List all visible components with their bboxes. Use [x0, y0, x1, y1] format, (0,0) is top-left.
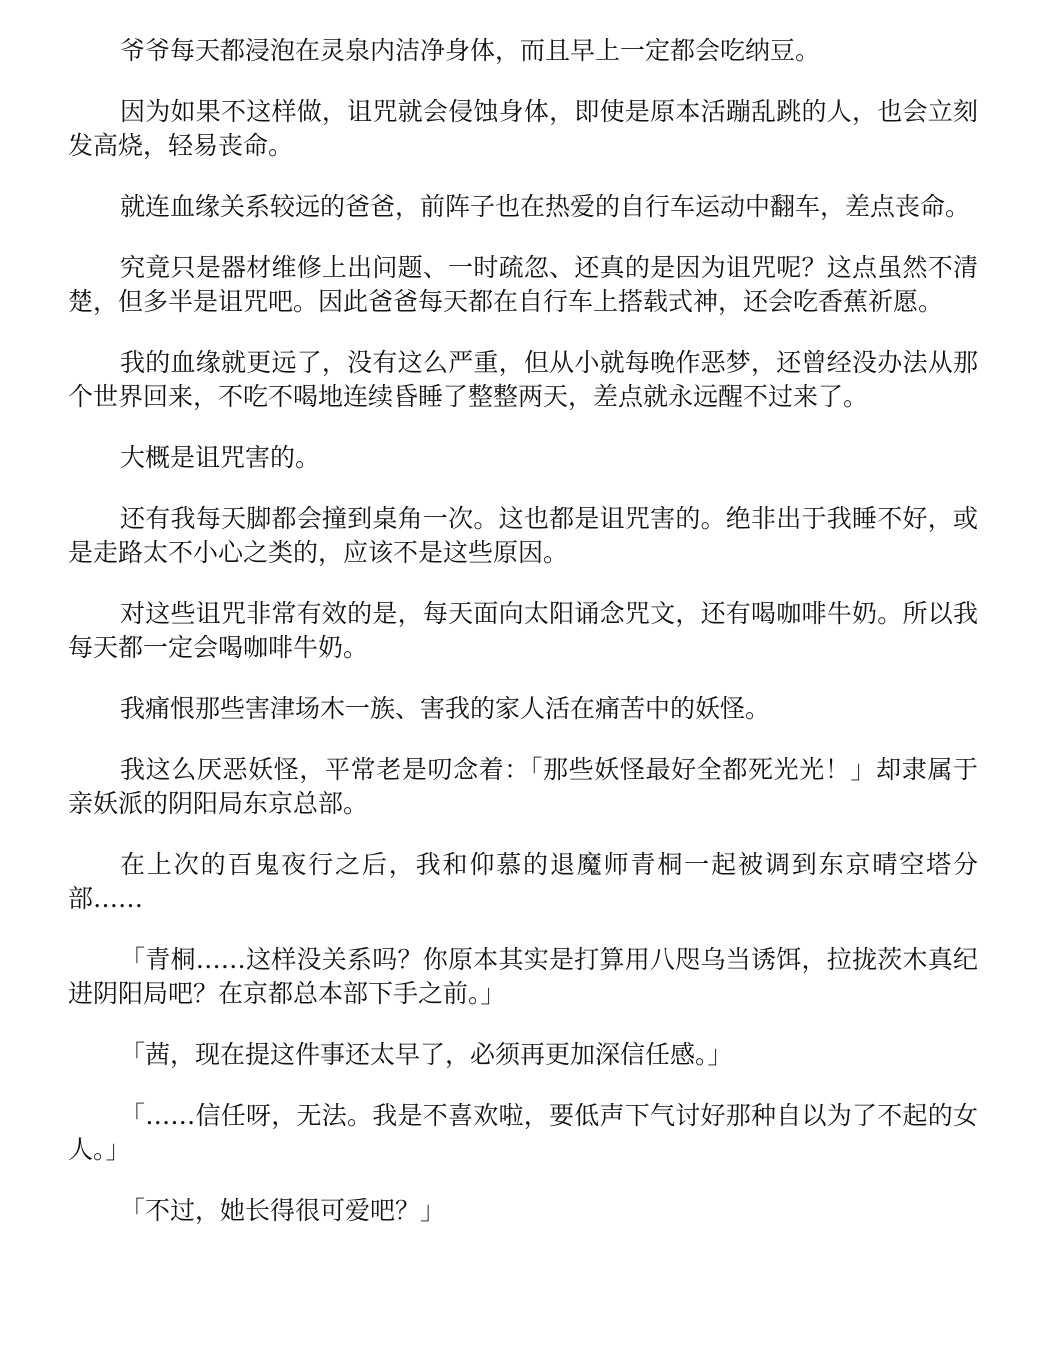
document-page	[68, 34, 978, 1255]
paragraph-4: 究竟只是器材维修上出问题、一时疏忽、还真的是因为诅咒呢？这点虽然不清楚，但多半是诅咒吧。因此爸爸每天都在自行车上搭载式神，还会吃香蕉祈愿。	[68, 253, 978, 316]
dialogue-line: 「青桐……这样没关系吗？你原本其实是打算用八咫乌当诱饵，拉拢茨木真纪进阴阳局吧？在京都总本部下手之前。」	[68, 945, 978, 1008]
paragraph-10: 我这么厌恶妖怪，平常老是叨念着：「那些妖怪最好全都死光光！」却隶属于亲妖派的阴阳局东京总部。	[68, 755, 978, 818]
dialogue-line: 「……信任呀，无法。我是不喜欢啦，要低声下气讨好那种自以为了不起的女人。」	[68, 1101, 978, 1164]
paragraph-1: 爷爷每天都浸泡在灵泉内洁净身体，而且早上一定都会吃纳豆。	[120, 36, 821, 65]
paragraph-9: 我痛恨那些害津场木一族、害我的家人活在痛苦中的妖怪。	[120, 694, 771, 723]
paragraph-11: 在上次的百鬼夜行之后，我和仰慕的退魔师青桐一起被调到东京晴空塔分部……	[68, 850, 978, 913]
dialogue-line: 「不过，她长得很可爱吧？」	[120, 1196, 446, 1225]
paragraph-6: 大概是诅咒害的。	[120, 443, 321, 472]
paragraph-3: 就连血缘关系较远的爸爸，前阵子也在热爱的自行车运动中翻车，差点丧命。	[120, 192, 971, 221]
dialogue-line: 「茜，现在提这件事还太早了，必须再更加深信任感。」	[120, 1040, 733, 1069]
paragraph-7: 还有我每天脚都会撞到桌角一次。这也都是诅咒害的。绝非出于我睡不好，或是走路太不小心之类的，应该不是这些原因。	[68, 504, 978, 567]
paragraph-2: 因为如果不这样做，诅咒就会侵蚀身体，即使是原本活蹦乱跳的人，也会立刻发高烧，轻易丧命。	[68, 97, 978, 160]
paragraph-8: 对这些诅咒非常有效的是，每天面向太阳诵念咒文，还有喝咖啡牛奶。所以我每天都一定会喝咖啡牛奶。	[68, 599, 978, 662]
paragraph-5: 我的血缘就更远了，没有这么严重，但从小就每晚作恶梦，还曾经没办法从那个世界回来，不吃不喝地连续昏睡了整整两天，差点就永远醒不过来了。	[68, 348, 978, 411]
